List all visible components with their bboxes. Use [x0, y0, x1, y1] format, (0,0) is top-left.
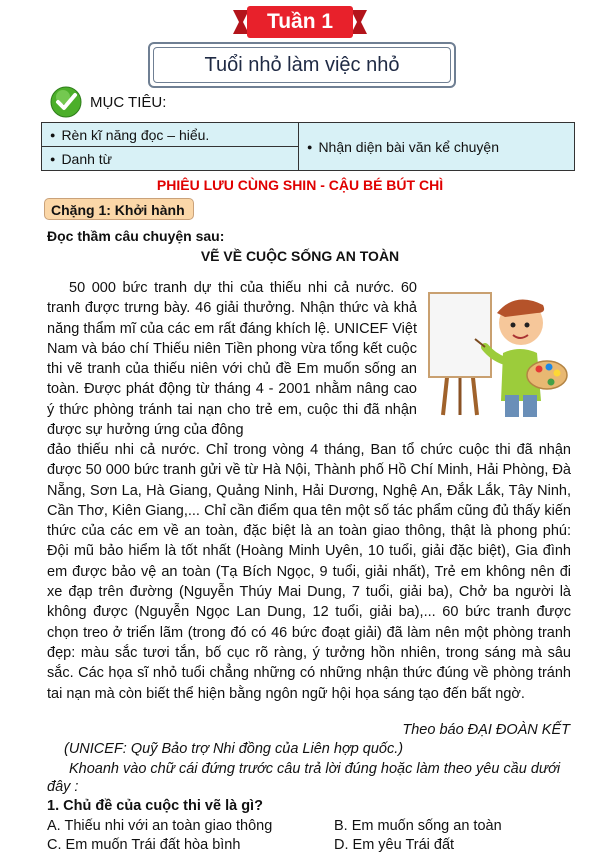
- task-instruction: Khoanh vào chữ cái đứng trước câu trả lời đúng hoặc làm theo yêu cầu dưới đây :: [47, 761, 561, 795]
- objective-item: ● Rèn kĩ năng đọc – hiểu.: [50, 127, 209, 143]
- objective-label: MỤC TIÊU:: [90, 93, 167, 111]
- objective-item: ● Danh từ: [50, 151, 112, 167]
- option-c[interactable]: C. Em muốn Trái đất hòa bình: [47, 837, 241, 853]
- checkmark-icon: [50, 86, 82, 118]
- reading-instruction: Đọc thầm câu chuyện sau:: [47, 228, 225, 244]
- lesson-title: Tuổi nhỏ làm việc nhỏ: [153, 47, 451, 83]
- lesson-title-box: [148, 42, 456, 88]
- unicef-note: (UNICEF: Quỹ Bảo trợ Nhi đồng của Liên hợp quốc.): [64, 741, 404, 757]
- text-title: VẼ VỀ CUỘC SỐNG AN TOÀN: [200, 248, 400, 264]
- paragraph-2: đảo thiếu nhi cả nước. Chỉ trong vòng 4 tháng, Ban tổ chức cuộc thi đã nhận được 50 000 bức tranh gửi về từ Hà Nội, Thành phố Hồ Chí Minh, Hải Phòng, Đà Nẵng, Sơn La, Hà Giang, Quảng Ninh, Hải Dương, Nghệ An, Đắk Lắk, Tây Ninh, Cần Thơ, Kiên Giang,... Chỉ cần điểm qua tên một số tác phẩm cũng đủ thấy kiến thức của các em về an toàn, đặc biệt là an toàn giao thông, thật là phong phú: Đội mũ bảo hiểm là tốt nhất (Hoàng Minh Uyên, 10 tuổi, giải đặc biệt), Gia đình em được bảo vệ an toàn (Tạ Bích Ngọc, 9 tuổi, giải nhất), Trẻ em không nên đi xe đạp trên đường (Nguyễn Thúy Mai Dung, 7 tuổi, giải ba), Chở ba người là không được (Nguyễn Ngọc Lan Dung, 12 tuổi, giải ba),... 60 bức tranh được chọn treo ở triển lãm (trong đó có 46 bức đoạt giải) đã làm nên một phòng tranh đẹp: màu sắc tươi tắn, bố cục rõ ràng, ý tưởng hồn nhiên, trong sáng mà sâu sắc. Các họa sĩ nhỏ tuổi chẳng những có những nhận thức đúng về phòng tránh tai nạn mà còn biết thể hiện bằng ngôn ngữ hội họa sáng tạo đến bất ngờ.: [47, 442, 571, 702]
- week-label: Tuần 1: [266, 10, 334, 33]
- option-a[interactable]: A. Thiếu nhi với an toàn giao thông: [47, 818, 273, 834]
- chapter-label: Chặng 1: Khởi hành: [44, 198, 194, 220]
- option-b[interactable]: B. Em muốn sống an toàn: [334, 818, 502, 834]
- option-d[interactable]: D. Em yêu Trái đất: [334, 837, 455, 853]
- objective-item: ● Nhận diện bài văn kể chuyện: [307, 139, 499, 155]
- boy-painting-illustration: [425, 283, 575, 418]
- objective-header: [50, 86, 166, 118]
- story-title: PHIÊU LƯU CÙNG SHIN - CẬU BÉ BÚT CHÌ: [156, 177, 444, 193]
- paragraph-1: 50 000 bức tranh dự thi của thiếu nhi cả nước. 60 tranh được trưng bày. 46 giải thưởng. Nhận thức và khả năng thẩm mĩ của các em rất đáng khích lệ. UNICEF Việt Nam và báo chí Thiếu niên Tiền phong vừa tổng kết cuộc thi vẽ tranh của thiếu niên với chủ đề Em muốn sống an toàn. Được phát động từ tháng 4 - 2001 nhằm nâng cao ý thức phòng tránh tai nạn cho trẻ em, cuộc thi đã nhận được sự hưởng ứng của đông: [47, 280, 417, 439]
- objectives-table: [41, 122, 575, 171]
- question-1: 1. Chủ đề của cuộc thi vẽ là gì?: [47, 798, 263, 814]
- source-credit: Theo báo ĐẠI ĐOÀN KẾT: [402, 722, 570, 738]
